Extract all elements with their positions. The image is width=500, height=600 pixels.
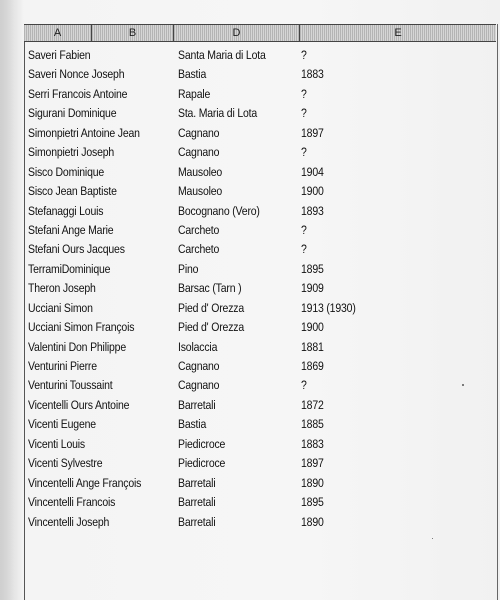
cell-year[interactable]: 1895 xyxy=(301,495,324,510)
cell-place[interactable]: Barretali xyxy=(178,475,216,490)
cell-name[interactable]: Vincentelli Francois xyxy=(28,495,116,510)
cell-place[interactable]: Piedicroce xyxy=(178,436,226,451)
cell-place[interactable]: Bastia xyxy=(178,417,207,432)
cell-place[interactable]: Bastia xyxy=(178,67,207,82)
table-row[interactable] xyxy=(24,202,496,221)
cell-year[interactable]: 1869 xyxy=(301,359,324,373)
table-row[interactable] xyxy=(24,493,496,512)
cell-place[interactable]: Pied d' Orezza xyxy=(178,320,245,335)
cell-name[interactable]: Vicenti Eugene xyxy=(28,417,96,432)
cell-name[interactable]: Ucciani Simon xyxy=(28,300,93,315)
table-row[interactable] xyxy=(24,240,496,259)
table-row[interactable] xyxy=(24,474,496,493)
cell-name[interactable]: Venturini Pierre xyxy=(28,359,97,373)
cell-place[interactable]: Isolaccia xyxy=(178,339,218,354)
cell-year[interactable]: 1900 xyxy=(301,320,324,335)
table-row[interactable] xyxy=(24,143,496,162)
cell-year[interactable]: ? xyxy=(301,242,307,257)
cell-place[interactable]: Barretali xyxy=(178,514,216,529)
table-row[interactable] xyxy=(24,338,496,357)
cell-name[interactable]: Vicenti Sylvestre xyxy=(28,456,103,471)
table-row[interactable] xyxy=(24,357,496,376)
cell-year[interactable]: 1897 xyxy=(301,456,324,471)
cell-place[interactable]: Santa Maria di Lota xyxy=(178,48,266,62)
cell-name[interactable]: Theron Joseph xyxy=(28,281,96,296)
table-row[interactable] xyxy=(24,396,496,415)
table-row[interactable] xyxy=(24,513,496,532)
table-row[interactable] xyxy=(24,299,496,318)
cell-year[interactable]: ? xyxy=(301,378,307,393)
cell-year[interactable]: 1883 xyxy=(301,436,324,451)
cell-year[interactable]: 1890 xyxy=(301,475,324,490)
cell-name[interactable]: Stefani Ours Jacques xyxy=(28,242,125,257)
cell-year[interactable]: 1881 xyxy=(301,339,324,354)
table-row[interactable] xyxy=(24,65,496,84)
cell-name[interactable]: Sisco Jean Baptiste xyxy=(28,184,117,199)
cell-year[interactable]: ? xyxy=(301,106,307,121)
cell-place[interactable]: Barretali xyxy=(178,397,216,412)
table-row[interactable] xyxy=(24,124,496,143)
cell-year[interactable]: 1900 xyxy=(301,184,324,199)
column-header-b[interactable]: B xyxy=(92,25,174,41)
cell-year[interactable]: 1872 xyxy=(301,397,324,412)
cell-name[interactable]: Serri Francois Antoine xyxy=(28,86,128,101)
cell-place[interactable]: Carcheto xyxy=(178,222,220,237)
cell-name[interactable]: Sisco Dominique xyxy=(28,164,105,179)
cell-year[interactable]: ? xyxy=(301,145,307,160)
cell-year[interactable]: 1883 xyxy=(301,67,324,82)
cell-place[interactable]: Cagnano xyxy=(178,145,220,160)
cell-year[interactable]: 1895 xyxy=(301,261,324,276)
table-row[interactable] xyxy=(24,182,496,201)
cell-name[interactable]: Vicenti Louis xyxy=(28,436,86,451)
scan-speck xyxy=(462,384,464,386)
table-row[interactable] xyxy=(24,376,496,395)
cell-name[interactable]: Vincentelli Joseph xyxy=(28,514,110,529)
scan-speck xyxy=(432,538,433,539)
data-rows xyxy=(24,46,496,532)
cell-place[interactable]: Cagnano xyxy=(178,378,220,393)
table-row[interactable] xyxy=(24,260,496,279)
column-header-e[interactable]: E xyxy=(394,27,402,39)
cell-place[interactable]: Pied d' Orezza xyxy=(178,300,245,315)
cell-name[interactable]: Vicentelli Ours Antoine xyxy=(28,397,130,412)
cell-year[interactable]: ? xyxy=(301,48,307,62)
cell-place[interactable]: Pino xyxy=(178,261,199,276)
table-row[interactable] xyxy=(24,415,496,434)
cell-place[interactable]: Rapale xyxy=(178,86,211,101)
cell-place[interactable]: Mausoleo xyxy=(178,184,223,199)
cell-place[interactable]: Mausoleo xyxy=(178,164,223,179)
cell-place[interactable]: Barsac (Tarn ) xyxy=(178,281,242,296)
cell-name[interactable]: Vincentelli Ange François xyxy=(28,475,142,490)
column-header-a[interactable]: A xyxy=(24,25,92,41)
column-header-d[interactable]: D xyxy=(174,25,300,41)
table-row[interactable] xyxy=(24,435,496,454)
cell-year[interactable]: 1893 xyxy=(301,203,324,218)
cell-year[interactable]: 1909 xyxy=(301,281,324,296)
cell-place[interactable]: Sta. Maria di Lota xyxy=(178,106,258,121)
table-row[interactable] xyxy=(24,163,496,182)
cell-year[interactable]: 1904 xyxy=(301,164,324,179)
cell-name[interactable]: Saveri Fabien xyxy=(28,48,91,62)
cell-year[interactable]: 1897 xyxy=(301,125,324,140)
table-row[interactable] xyxy=(24,454,496,473)
cell-place[interactable]: Cagnano xyxy=(178,125,220,140)
cell-place[interactable]: Piedicroce xyxy=(178,456,226,471)
cell-name[interactable]: TerramiDominique xyxy=(28,261,111,276)
cell-name[interactable]: Stefani Ange Marie xyxy=(28,222,114,237)
table-row[interactable] xyxy=(24,85,496,104)
table-row[interactable] xyxy=(24,318,496,337)
cell-year[interactable]: ? xyxy=(301,222,307,237)
cell-name[interactable]: Valentini Don Philippe xyxy=(28,339,126,354)
cell-year[interactable]: 1890 xyxy=(301,514,324,529)
cell-place[interactable]: Carcheto xyxy=(178,242,220,257)
column-header-row xyxy=(24,24,496,42)
cell-name[interactable]: Stefanaggi Louis xyxy=(28,203,104,218)
cell-name[interactable]: Sigurani Dominique xyxy=(28,106,117,121)
cell-name[interactable]: Ucciani Simon François xyxy=(28,320,135,335)
table-row[interactable] xyxy=(24,46,496,65)
cell-year[interactable]: 1913 (1930) xyxy=(301,300,356,315)
cell-name[interactable]: Saveri Nonce Joseph xyxy=(28,67,125,82)
table-row[interactable] xyxy=(24,221,496,240)
cell-year[interactable]: 1885 xyxy=(301,417,324,432)
cell-name[interactable]: Venturini Toussaint xyxy=(28,378,113,393)
cell-place[interactable]: Barretali xyxy=(178,495,216,510)
table-row[interactable] xyxy=(24,104,496,123)
table-row[interactable] xyxy=(24,279,496,298)
cell-place[interactable]: Cagnano xyxy=(178,359,220,373)
cell-place[interactable]: Bocognano (Vero) xyxy=(178,203,260,218)
cell-name[interactable]: Simonpietri Antoine Jean xyxy=(28,125,140,140)
cell-name[interactable]: Simonpietri Joseph xyxy=(28,145,115,160)
cell-year[interactable]: ? xyxy=(301,86,307,101)
